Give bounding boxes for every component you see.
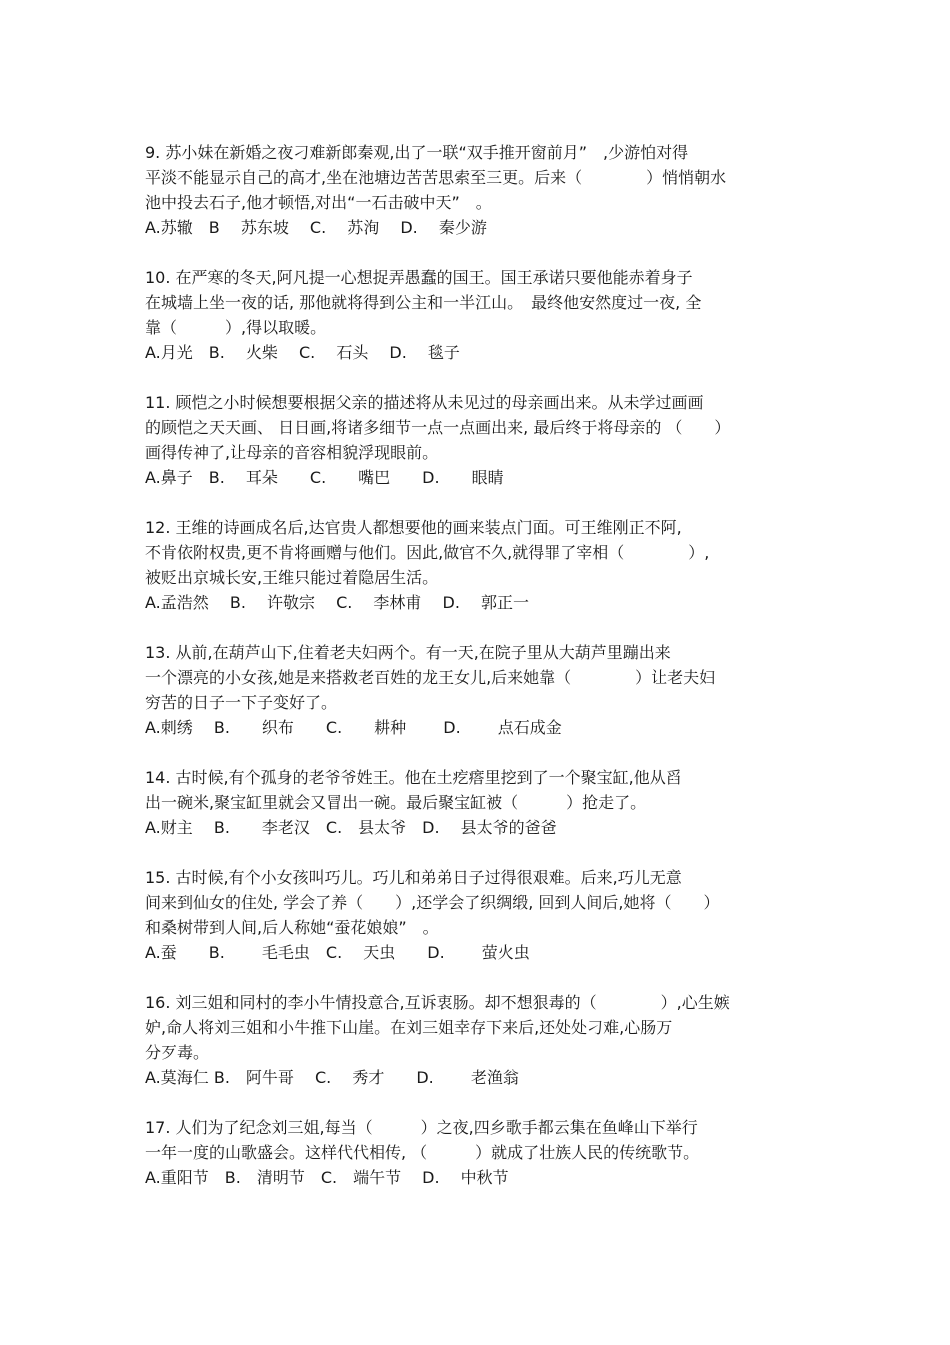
question-text-line: 一年一度的山歌盛会。这样代代相传, （ ）就成了壮族人民的传统歌节。 (145, 1143, 700, 1162)
answer-options: A.莫海仁 B. 阿牛哥 C. 秀才 D. 老渔翁 (145, 1068, 519, 1087)
question-text-line: 9. 苏小妹在新婚之夜刁难新郎秦观,出了一联“双手推开窗前月” ,少游怕对得 (145, 143, 689, 162)
question-text-line: 平淡不能显示自己的高才,坐在池塘边苦苦思索至三更。后来（ ）悄悄朝水 (145, 168, 727, 187)
question-11 (145, 390, 800, 490)
question-14 (145, 765, 800, 840)
question-text-line: 17. 人们为了纪念刘三姐,每当（ ）之夜,四乡歌手都云集在鱼峰山下举行 (145, 1118, 698, 1137)
question-text-line: 12. 王维的诗画成名后,达官贵人都想要他的画来装点门面。可王维刚正不阿, (145, 518, 682, 537)
question-text-line: 分歹毒。 (145, 1043, 210, 1062)
answer-options: A.鼻子 B. 耳朵 C. 嘴巴 D. 眼睛 (145, 468, 504, 487)
question-15 (145, 865, 800, 965)
question-text-line: 穷苦的日子一下子变好了。 (145, 693, 338, 712)
answer-options: A.财主 B. 李老汉 C. 县太爷 D. 县太爷的爸爸 (145, 818, 557, 837)
question-text-line: 和桑树带到人间,后人称她“蚕花娘娘” 。 (145, 918, 439, 937)
question-text-line: 不肯依附权贵,更不肯将画赠与他们。因此,做官不久,就得罪了宰相（ ）, (145, 543, 710, 562)
answer-options: A.蚕 B. 毛毛虫 C. 天虫 D. 萤火虫 (145, 943, 530, 962)
question-text-line: 10. 在严寒的冬天,阿凡提一心想捉弄愚蠢的国王。国王承诺只要他能赤着身子 (145, 268, 693, 287)
question-text-line: 的顾恺之天天画、 日日画,将诸多细节一点一点画出来, 最后终于将母亲的 （ ） (145, 418, 731, 437)
question-9 (145, 140, 800, 240)
question-text-line: 池中投去石子,他才顿悟,对出“一石击破中天” 。 (145, 193, 492, 212)
question-text-line: 16. 刘三姐和同村的李小牛情投意合,互诉衷肠。却不想狠毒的（ ）,心生嫉 (145, 993, 730, 1012)
answer-options: A.月光 B. 火柴 C. 石头 D. 毯子 (145, 343, 460, 362)
question-text-line: 一个漂亮的小女孩,她是来搭救老百姓的龙王女儿,后来她靠（ ）让老夫妇 (145, 668, 716, 687)
question-12 (145, 515, 800, 615)
question-text-line: 在城墙上坐一夜的话, 那他就将得到公主和一半江山。 最终他安然度过一夜, 全 (145, 293, 702, 312)
question-text-line: 妒,命人将刘三姐和小牛推下山崖。在刘三姐幸存下来后,还处处刁难,心肠万 (145, 1018, 673, 1037)
question-text-line: 间来到仙女的住处, 学会了养（ ）,还学会了织绸缎, 回到人间后,她将（ ） (145, 893, 720, 912)
question-text-line: 15. 古时候,有个小女孩叫巧儿。巧儿和弟弟日子过得很艰难。后来,巧儿无意 (145, 868, 682, 887)
answer-options: A.苏辙 B 苏东坡 C. 苏洵 D. 秦少游 (145, 218, 487, 237)
question-10 (145, 265, 800, 365)
question-text-line: 画得传神了,让母亲的音容相貌浮现眼前。 (145, 443, 439, 462)
question-17 (145, 1115, 800, 1190)
question-16 (145, 990, 800, 1090)
question-text-line: 13. 从前,在葫芦山下,住着老夫妇两个。有一天,在院子里从大葫芦里蹦出来 (145, 643, 671, 662)
question-13 (145, 640, 800, 740)
answer-options: A.孟浩然 B. 许敬宗 C. 李林甫 D. 郭正一 (145, 593, 529, 612)
question-text-line: 11. 顾恺之小时候想要根据父亲的描述将从未见过的母亲画出来。从未学过画画 (145, 393, 704, 412)
question-text-line: 出一碗米,聚宝缸里就会又冒出一碗。最后聚宝缸被（ ）抢走了。 (145, 793, 647, 812)
question-text-line: 靠（ ）,得以取暖。 (145, 318, 327, 337)
question-text-line: 被贬出京城长安,王维只能过着隐居生活。 (145, 568, 439, 587)
question-text-line: 14. 古时候,有个孤身的老爷爷姓王。他在土疙瘩里挖到了一个聚宝缸,他从舀 (145, 768, 682, 787)
answer-options: A.重阳节 B. 清明节 C. 端午节 D. 中秋节 (145, 1168, 509, 1187)
answer-options: A.刺绣 B. 织布 C. 耕种 D. 点石成金 (145, 718, 562, 737)
